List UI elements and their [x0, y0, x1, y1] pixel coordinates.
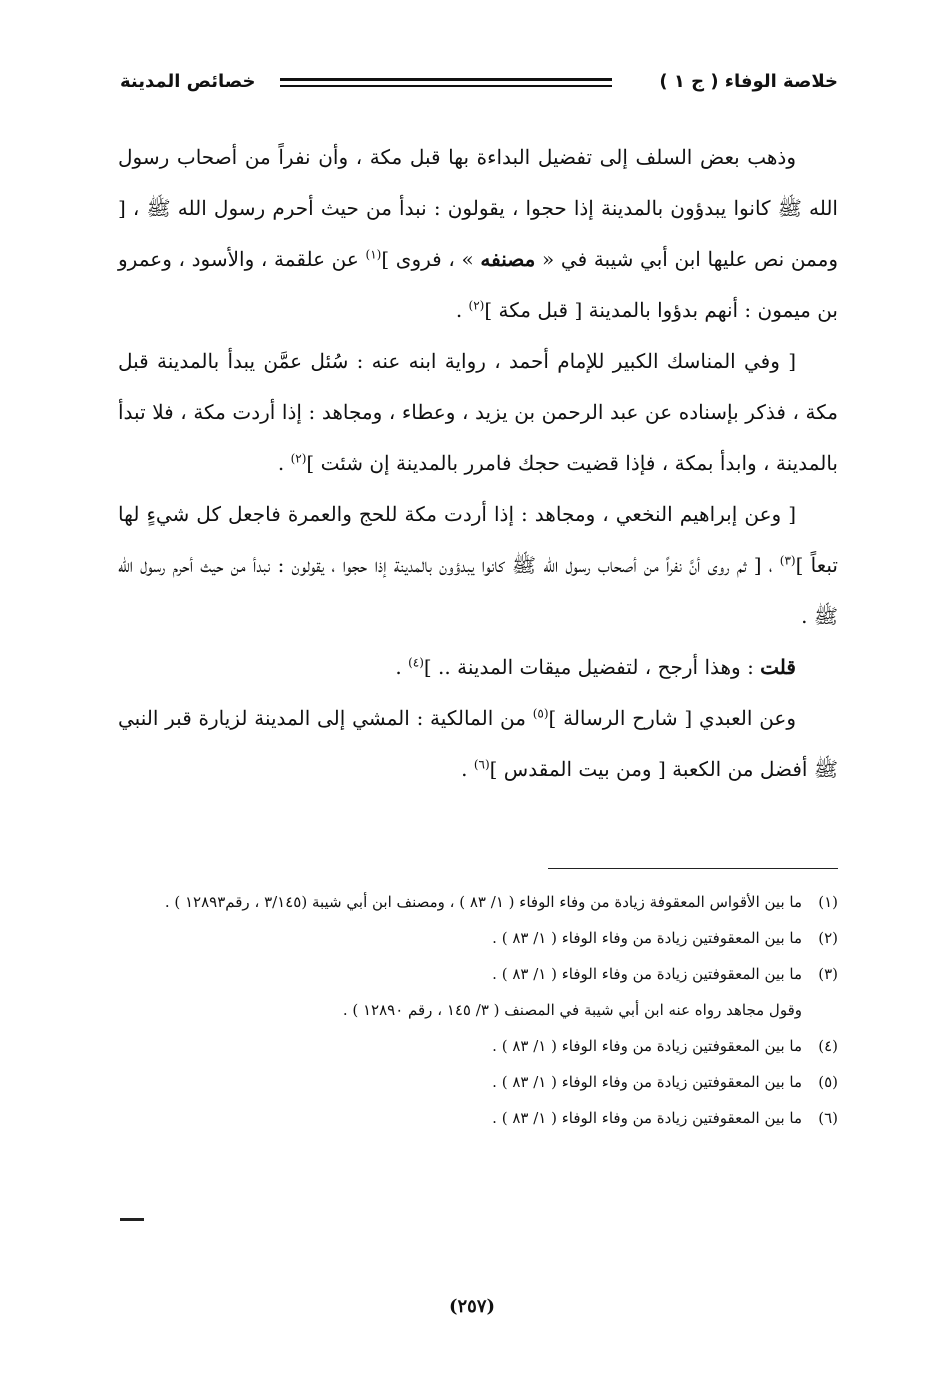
paragraph-2: [118, 336, 838, 489]
footnote-text: ما بين المعقوفتين زيادة من وفاء الوفاء ( ١/ ٨٣ ) .: [492, 1073, 802, 1091]
running-header: [120, 68, 838, 100]
paragraph-3: [118, 489, 838, 642]
footnote-text: ما بين المعقوفتين زيادة من وفاء الوفاء ( ١/ ٨٣ ) .: [492, 1109, 802, 1127]
footnote-5: [118, 1064, 838, 1100]
footnote-text: ما بين المعقوفتين زيادة من وفاء الوفاء ( ١/ ٨٣ ) .: [492, 1037, 802, 1055]
footnote-1: [118, 884, 838, 920]
continuation-dash: [120, 1218, 144, 1221]
footnote-text: ما بين الأقواس المعقوفة زيادة من وفاء الوفاء ( ١/ ٨٣ ) ، ومصنف ابن أبي شيبة (٣/١٤٥ ، رقم١٢٨٩٣ ) .: [164, 893, 802, 911]
footnote-separator: [548, 868, 838, 869]
footnote-ref-1[interactable]: (١): [365, 247, 382, 262]
p3-text-b: ، [ ثم روى أنَّ نفراً من أصحاب رسول الله ﷺ كانوا يبدؤون بالمدينة إذا حجوا ، يقولون : نبدأ من حيث أحرم رسول الله ﷺ .: [118, 553, 838, 628]
paragraph-4: [118, 642, 838, 693]
paragraph-1: [118, 132, 838, 336]
p1-text-c: عن علقمة ، والأسود ، وعمرو بن ميمون : أنهم بدؤوا بالمدينة [ قبل مكة ]: [118, 247, 838, 322]
footnote-ref-3[interactable]: (٣): [779, 553, 796, 568]
footnote-ref-6[interactable]: (٦): [473, 757, 490, 772]
p1-text-d: .: [455, 298, 469, 322]
book-title: خلاصة الوفاء ( ج ١ ): [659, 71, 838, 92]
p4-text-b: .: [395, 655, 409, 679]
p4-bold: قلت: [760, 655, 796, 679]
p1-text-a: وذهب بعض السلف إلى تفضيل البداءة بها قبل مكة ، وأن نفراً من أصحاب رسول الله ﷺ كانوا يبدؤون بالمدينة إذا حجوا ، يقولون : نبدأ من حيث أحرم رسول الله ﷺ ، [ وممن نص عليها ابن أبي شيبة في «: [118, 145, 838, 271]
footnote-text: ما بين المعقوفتين زيادة من وفاء الوفاء ( ١/ ٨٣ ) .: [492, 929, 802, 947]
p5-text-b: من المالكية : المشي إلى المدينة لزيارة قبر النبي ﷺ أفضل من الكعبة [ ومن بيت المقدس ]: [118, 706, 838, 781]
p3-text-a: [ وعن إبراهيم النخعي ، ومجاهد : إذا أردت مكة للحج والعمرة فاجعل كل شيءٍ لها تبعاً ]: [118, 502, 838, 577]
footnote-number: (٣): [818, 965, 838, 983]
footnote-ref-4[interactable]: (٤): [408, 655, 424, 670]
p5-text-c: .: [461, 757, 474, 781]
footnote-ref-5[interactable]: (٥): [532, 706, 549, 721]
footnote-number: (٦): [818, 1109, 838, 1127]
p5-text-a: وعن العبدي [ شارح الرسالة ]: [548, 706, 797, 730]
footnotes: [118, 884, 838, 1136]
p1-bold: مصنفه: [480, 247, 536, 271]
p4-text-a: : وهذا أرجح ، لتفضيل ميقات المدينة .. ]: [423, 655, 761, 679]
section-title: خصائص المدينة: [120, 71, 256, 92]
p2-text-a: [ وفي المناسك الكبير للإمام أحمد ، رواية ابنه عنه : سُئل عمَّن يبدأ بالمدينة قبل مكة ، فذكر بإسناده عن عبد الرحمن بن يزيد ، وعطاء ، ومجاهد : إذا أردت مكة ، فلا تبدأ بالمدينة ، وابدأ بمكة ، فإذا قضيت حجك فامرر بالمدينة إن شئت ]: [118, 349, 838, 475]
footnote-6: [118, 1100, 838, 1136]
paragraph-5: [118, 693, 838, 795]
footnote-2: [118, 920, 838, 956]
footnote-number: (٥): [818, 1073, 838, 1091]
footnote-number: (٤): [818, 1037, 838, 1055]
footnote-text: ما بين المعقوفتين زيادة من وفاء الوفاء ( ١/ ٨٣ ) .: [492, 965, 802, 983]
main-text: [118, 132, 838, 795]
footnote-number: (٢): [818, 929, 838, 947]
header-double-rule: [280, 78, 612, 87]
footnote-4: [118, 1028, 838, 1064]
p1-text-b: » ، فروى ]: [381, 247, 481, 271]
footnote-3-continuation: وقول مجاهد رواه عنه ابن أبي شيبة في المصنف ( ٣/ ١٤٥ ، رقم ١٢٨٩٠ ) .: [342, 1001, 802, 1019]
footnote-3: [118, 956, 838, 992]
page-number: (٢٥٧): [448, 1296, 496, 1317]
p2-text-b: .: [277, 451, 291, 475]
footnote-number: (١): [818, 893, 838, 911]
footnote-ref-2[interactable]: (٢): [468, 298, 485, 313]
footnote-ref-2b[interactable]: (٢): [290, 451, 307, 466]
